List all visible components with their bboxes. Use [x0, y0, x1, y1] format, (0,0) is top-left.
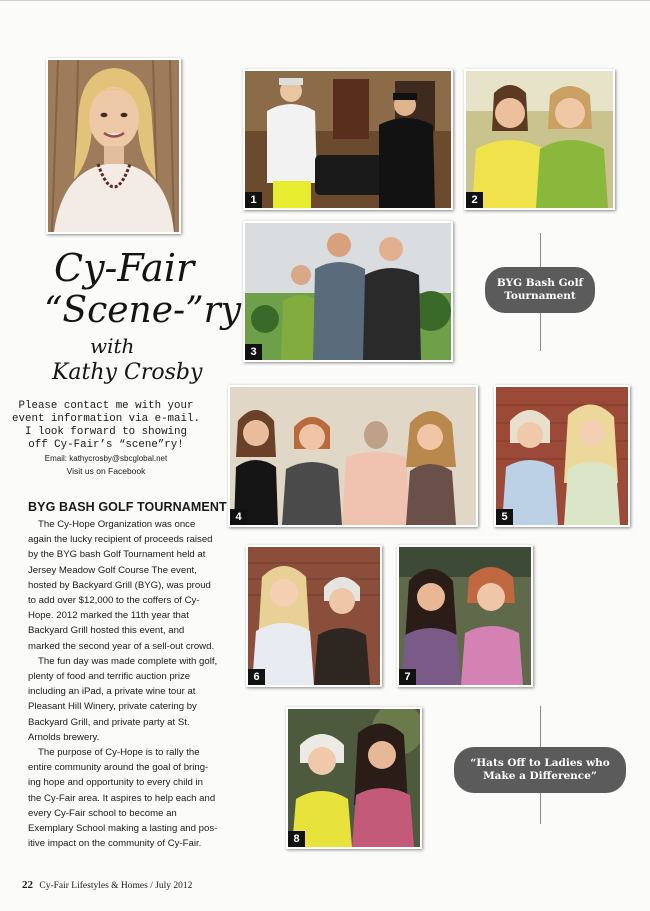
photo-8 — [286, 707, 422, 849]
article-line: hosted by Backyard Grill (BYG), was proud — [28, 579, 211, 591]
article-line: again the lucky recipient of proceeds raised — [28, 534, 213, 546]
photo-5 — [494, 385, 630, 527]
photo-4 — [228, 385, 478, 527]
title-line-2: “Scene-”ry — [44, 290, 242, 331]
page-footer — [22, 879, 192, 891]
article-line: to add over $12,000 to the coffers of Cy- — [28, 595, 200, 607]
contact-line-1: Please contact me with your — [18, 400, 194, 412]
photo-1-image — [245, 71, 451, 208]
ladies-section-label: “Hats Off to Ladies who Make a Difference” — [454, 747, 626, 793]
photo-2-image — [466, 71, 613, 208]
article-line: every Cy-Fair school to become an — [28, 807, 177, 819]
footer-separator: / — [150, 881, 156, 891]
photo-2 — [464, 69, 615, 210]
photo-4-image — [230, 387, 476, 525]
article-body — [28, 517, 220, 851]
top-rule — [0, 0, 650, 1]
golf-section-label: BYG Bash Golf Tournament — [485, 267, 595, 313]
photo-7-image — [399, 547, 531, 685]
photo-3 — [243, 221, 453, 362]
article-line: the Cy-Fair area. It aspires to help each and — [28, 792, 216, 804]
photo-6 — [246, 545, 382, 687]
contact-line-3: I look forward to showing — [25, 426, 187, 438]
photo-8-image — [288, 709, 420, 847]
article-line: The fun day was made complete with golf, — [38, 655, 218, 667]
article-line: itive impact on the community of Cy-Fair. — [28, 838, 202, 850]
article-line: Pleasant Hill Winery, private catering by — [28, 701, 197, 713]
photo-1 — [243, 69, 453, 210]
photo-number: 8 — [288, 831, 305, 847]
article-line: plenty of food and terrific auction prize — [28, 671, 191, 683]
issue-date: July 2012 — [155, 881, 193, 891]
photo-number: 7 — [399, 669, 416, 685]
article-line: Backyard Grill, and private party at St. — [28, 716, 190, 728]
title-line-3: with — [90, 334, 135, 358]
photo-3-image — [245, 223, 451, 360]
photo-number: 6 — [248, 669, 265, 685]
article-line: entire community around the goal of bring- — [28, 762, 209, 774]
columnist-portrait — [46, 58, 181, 234]
photo-number: 5 — [496, 509, 513, 525]
contact-facebook[interactable]: Visit us on Facebook — [66, 466, 146, 476]
photo-5-image — [496, 387, 628, 525]
publication-name: Cy-Fair Lifestyles & Homes — [39, 881, 148, 891]
article-heading: BYG BASH GOLF TOURNAMENT — [28, 500, 227, 514]
page-number: 22 — [22, 879, 33, 891]
photo-number: 4 — [230, 509, 247, 525]
contact-email[interactable]: Email: kathycrosby@sbcglobal.net — [44, 454, 168, 463]
title-line-4: Kathy Crosby — [52, 360, 203, 385]
article-line: Jersey Meadow Golf Course The event, — [28, 564, 197, 576]
title-line-1: Cy-Fair — [54, 246, 195, 290]
photo-number: 3 — [245, 344, 262, 360]
article-line: Exemplary School making a lasting and pos- — [28, 823, 218, 835]
portrait-image — [48, 60, 179, 232]
article-line: ing hope and opportunity to every child in — [28, 777, 203, 789]
article-line: marked the second year of a sell-out crowd. — [28, 640, 215, 652]
article-line: Arnolds brewery. — [28, 731, 100, 743]
photo-6-image — [248, 547, 380, 685]
photo-7 — [397, 545, 533, 687]
photo-number: 2 — [466, 192, 483, 208]
article-line: Backyard Grill hosted this event, and — [28, 625, 185, 637]
article-line: by the BYG bash Golf Tournament held at — [28, 549, 206, 561]
article-line: The purpose of Cy-Hope is to rally the — [38, 747, 200, 759]
photo-number: 1 — [245, 192, 262, 208]
article-line: The Cy-Hope Organization was once — [38, 519, 196, 530]
article-line: including an iPad, a private wine tour at — [28, 686, 196, 698]
contact-line-2: event information via e-mail. — [12, 413, 200, 425]
article-line: Hope. 2012 marked the 11th year that — [28, 610, 189, 622]
contact-line-4: off Cy-Fair’s “scene”ry! — [28, 439, 184, 451]
